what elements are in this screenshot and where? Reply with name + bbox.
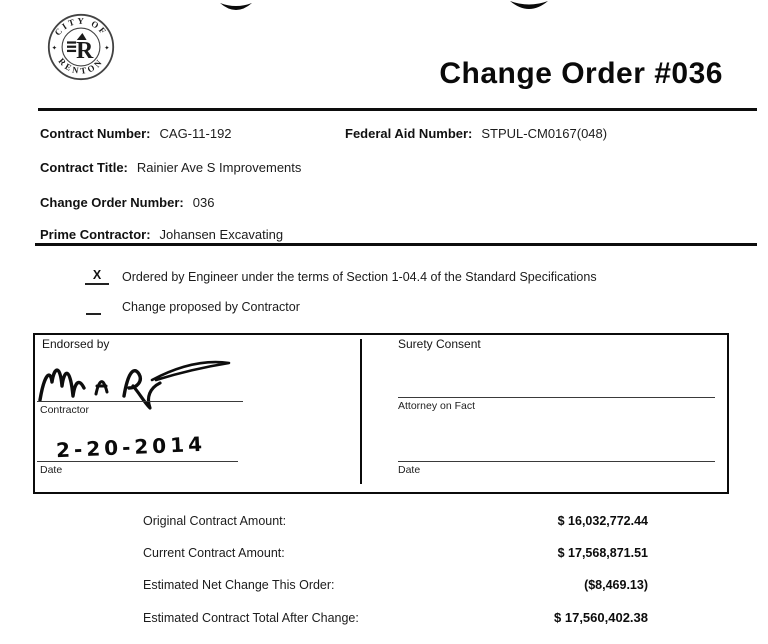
federal-aid-number-value: STPUL-CM0167(048) xyxy=(481,126,608,141)
left-date-label: Date xyxy=(40,464,63,476)
scan-artifact-crescent-right xyxy=(509,0,549,15)
change-order-number-value: 036 xyxy=(192,195,215,210)
right-date-line xyxy=(398,461,715,462)
change-proposed-text: Change proposed by Contractor xyxy=(122,300,300,314)
contract-number-value: CAG-11-192 xyxy=(159,126,232,141)
original-contract-amount-value: $ 16,032,772.44 xyxy=(557,514,648,528)
ordered-by-engineer-text: Ordered by Engineer under the terms of Section 1-04.4 of the Standard Specifications xyxy=(122,270,597,284)
change-order-number-label: Change Order Number: xyxy=(40,195,184,210)
original-contract-amount-label: Original Contract Amount: xyxy=(143,514,287,528)
contractor-rule xyxy=(35,243,757,246)
endorsed-by-header: Endorsed by xyxy=(42,337,110,351)
contract-number-label: Contract Number: xyxy=(40,126,151,141)
right-date-label: Date xyxy=(398,464,421,476)
contractor-signature-line xyxy=(37,401,243,402)
seal-top-text: CITY OF xyxy=(52,15,110,38)
ordered-by-engineer-checkmark: X xyxy=(85,268,109,285)
city-of-renton-seal xyxy=(46,11,116,83)
current-contract-amount-value: $ 17,568,871.51 xyxy=(557,546,648,560)
prime-contractor-label: Prime Contractor: xyxy=(40,227,151,242)
estimated-net-change-row xyxy=(143,578,648,592)
scan-artifact-crescent-left xyxy=(219,2,253,15)
seal-star-right-icon: ✦ xyxy=(104,44,110,52)
contract-title-value: Rainier Ave S Improvements xyxy=(136,160,302,175)
contract-title-label: Contract Title: xyxy=(40,160,128,175)
original-contract-amount-row xyxy=(143,514,648,528)
header-rule xyxy=(38,108,757,111)
seal-monogram: R xyxy=(76,38,94,65)
surety-consent-header: Surety Consent xyxy=(398,337,481,351)
estimated-total-after-change-row xyxy=(143,610,648,625)
estimated-net-change-value: ($8,469.13) xyxy=(584,578,648,592)
current-contract-amount-label: Current Contract Amount: xyxy=(143,546,285,560)
left-date-line xyxy=(37,461,238,462)
federal-aid-number-label: Federal Aid Number: xyxy=(345,126,473,141)
prime-contractor-value: Johansen Excavating xyxy=(159,227,284,242)
attorney-line-label: Attorney on Fact xyxy=(398,400,476,412)
estimated-total-after-change-label: Estimated Contract Total After Change: xyxy=(143,611,359,625)
contractor-line-label: Contractor xyxy=(40,404,90,416)
endorsement-box-divider xyxy=(360,339,362,484)
svg-text:CITY OF xyxy=(52,16,109,38)
attorney-signature-line xyxy=(398,397,715,398)
prime-contractor-field xyxy=(40,227,283,242)
contract-title-field xyxy=(40,160,301,175)
estimated-net-change-label: Estimated Net Change This Order: xyxy=(143,578,335,592)
page-title: Change Order #036 xyxy=(439,57,723,90)
seal-bottom-text: RENTON xyxy=(56,55,106,76)
estimated-total-after-change-value: $ 17,560,402.38 xyxy=(554,610,648,625)
change-order-number-field xyxy=(40,195,214,210)
handwritten-date: 2-20-2014 xyxy=(55,431,207,463)
seal-star-left-icon: ✦ xyxy=(51,44,57,52)
federal-aid-number-field xyxy=(345,126,607,141)
current-contract-amount-row xyxy=(143,546,648,560)
contract-number-field xyxy=(40,126,232,141)
change-proposed-checkmark xyxy=(86,298,101,315)
